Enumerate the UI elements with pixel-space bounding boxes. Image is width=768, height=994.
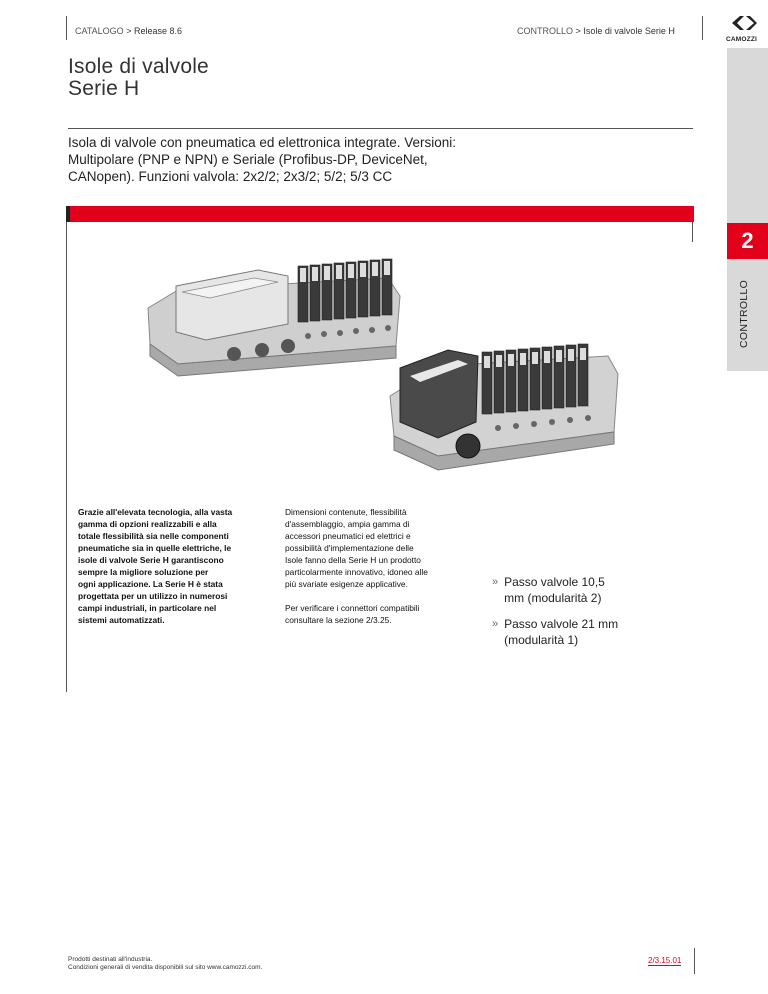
breadcrumb-separator: > xyxy=(575,26,581,36)
text-line: sistemi automatizzati. xyxy=(78,615,165,625)
title-rule xyxy=(68,128,693,129)
camozzi-logo[interactable] xyxy=(726,14,760,42)
description-column-1 xyxy=(78,506,268,626)
text-line: d'assemblaggio, ampia gamma di xyxy=(285,519,410,529)
text-line: progettata per un utilizzo in numerosi xyxy=(78,591,228,601)
text-line: consultare la sezione 2/3.25. xyxy=(285,615,392,625)
text-line: pneumatiche sia in quelle elettriche, le xyxy=(78,543,232,553)
footer-divider xyxy=(694,948,695,974)
intro-line: CANopen). Funzioni valvola: 2x2/2; 2x3/2; 5/2; 5/3 CC xyxy=(68,169,393,184)
text-line: Per verificare i connettori compatibili xyxy=(285,603,420,613)
page-title xyxy=(68,56,209,100)
feature-item xyxy=(492,616,682,648)
intro-text xyxy=(68,134,628,185)
footer-line[interactable]: Condizioni generali di vendita disponibili sul sito www.camozzi.com. xyxy=(68,964,263,971)
header-divider-right xyxy=(702,16,703,40)
chevron-icon: » xyxy=(492,618,499,630)
content-left-rule xyxy=(66,222,67,692)
breadcrumb-separator: > xyxy=(126,26,132,36)
breadcrumb-current: Isole di valvole Serie H xyxy=(583,26,675,36)
product-photo xyxy=(138,246,628,484)
description-column-2 xyxy=(285,506,480,626)
text-line: Dimensioni contenute, flessibilità xyxy=(285,507,407,517)
text-line: particolarmente innovativo, idoneo alle xyxy=(285,567,428,577)
footer-notes xyxy=(68,956,262,972)
chapter-number[interactable]: 2 xyxy=(727,223,768,259)
text-line: accessori pneumatici ed elettrici e xyxy=(285,531,411,541)
brand-wordmark: CAMOZZI xyxy=(726,36,758,43)
text-line: gamma di opzioni realizzabili e alla xyxy=(78,519,217,529)
text-line: ogni applicazione. La Serie H è stata xyxy=(78,579,223,589)
header-divider-left xyxy=(66,16,67,40)
page-number: 2/3.15.01 xyxy=(648,956,682,965)
release-label: Release 8.6 xyxy=(133,26,183,36)
valve-island-illustration xyxy=(138,246,628,484)
feature-text: Passo valvole 21 mm xyxy=(504,617,619,631)
text-line: Grazie all'elevata tecnologia, alla vasta xyxy=(78,507,233,517)
text-line: sempre la migliore soluzione per xyxy=(78,567,209,577)
feature-text: Passo valvole 10,5 xyxy=(504,575,605,589)
breadcrumb-catalog xyxy=(75,26,182,36)
section-label[interactable]: CONTROLLO xyxy=(517,26,574,36)
feature-text: mm (modularità 2) xyxy=(504,591,602,605)
camozzi-mark-icon xyxy=(726,14,760,32)
accent-bar xyxy=(66,206,694,222)
page-title-line1: Isole di valvole xyxy=(68,55,209,78)
text-line: Isole fanno della Serie H un prodotto xyxy=(285,555,421,565)
content-right-rule xyxy=(692,222,693,242)
breadcrumb-section xyxy=(517,26,697,36)
text-line: più svariate esigenze applicative. xyxy=(285,579,408,589)
intro-line: Isola di valvole con pneumatica ed elettronica integrate. Versioni: xyxy=(68,135,456,150)
feature-text: (modularità 1) xyxy=(504,633,579,647)
chevron-icon: » xyxy=(492,576,499,588)
page-title-line2: Serie H xyxy=(68,77,140,100)
text-line: possibilità d'implementazione delle xyxy=(285,543,414,553)
text-line: totale flessibilità sia nelle componenti xyxy=(78,531,229,541)
feature-list xyxy=(492,574,682,648)
text-line: campi industriali, in particolare nel xyxy=(78,603,217,613)
chapter-label[interactable]: CONTROLLO xyxy=(738,279,750,348)
catalog-label[interactable]: CATALOGO xyxy=(75,26,124,36)
feature-item xyxy=(492,574,682,606)
intro-line: Multipolare (PNP e NPN) e Seriale (Profibus-DP, DeviceNet, xyxy=(68,152,428,167)
text-line: isole di valvole Serie H garantiscono xyxy=(78,555,224,565)
accent-bar-cap xyxy=(66,206,70,222)
footer-line: Prodotti destinati all'industria. xyxy=(68,956,153,963)
